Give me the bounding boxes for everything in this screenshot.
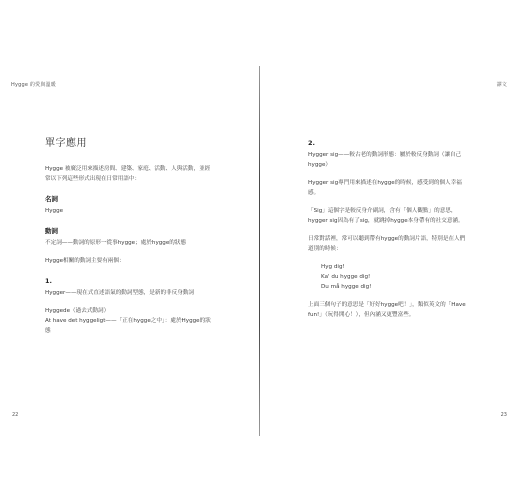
paragraph [308,234,498,254]
text-line: hygge） [308,162,331,168]
text-line: 上面三個句子的意思是「好好hygge吧！」，類似英文的「Have [308,302,466,308]
page-number: 23 [500,412,507,418]
text-line: hygger sig因為有了sig，就跳掉hygge本身帶有的社交意涵。 [308,218,464,224]
right-page [262,0,520,500]
noun-word: Hygge [45,208,64,214]
item-text: Hygger——現在式直述語氣的動詞型態，是新的非反身動詞 [45,290,195,296]
example-title: Hyggede（過去式動詞） [45,308,110,314]
text-line: 「Sig」這個字是較反身介副詞，含有「個人觀點」的意思， [308,208,457,214]
section-heading: 單字應用 [45,138,87,149]
text-line: 常以下列這些形式出現在日常用語中： [45,176,141,182]
text-line: At have det hyggeligt——「正在hygge之中」：處於Hygge的狀 [45,318,211,324]
text-line: Hygge 被廣泛用來描述房間、建築、家庭、活動、人與活動，並經 [45,166,211,172]
text-line: Hygger sig專門用來描述在hygge的時候，感受到的個人幸福 [308,180,462,186]
text-line: 道別的時候： [308,246,342,252]
text-line: 日常對話裡，常可以聽到帶有hygge的動詞片語，特別是在人們 [308,236,466,242]
left-page-content [45,137,245,344]
example-lines [45,316,245,336]
item-text [308,150,498,170]
paragraph [308,206,498,226]
right-page-content [308,138,498,328]
left-page [0,0,258,500]
text-line: 感。 [308,190,320,196]
phrase: Hyg dig! [321,264,345,270]
running-head: 譯文 [496,82,507,88]
intro-paragraph [45,164,245,184]
paragraph [308,178,498,198]
text-line: 態 [45,328,51,334]
phrase-list [308,262,498,292]
page-number: 22 [12,412,19,418]
verb-heading: 動詞 [45,227,58,235]
page-gutter [259,66,260,436]
verb-common: Hygge相關的動詞主要有兩個： [45,258,125,264]
phrase: Du må hygge dig! [321,284,372,290]
text-line: fun!」（玩得開心！），但內涵又更豐富些。 [308,312,415,318]
item-number: 2. [308,139,315,147]
item-number: 1. [45,277,52,285]
noun-heading: 名詞 [45,195,58,203]
paragraph [308,300,498,320]
text-line: Hygger sig——較古老的動詞形態：屬於較反身動詞（讓自己 [308,152,462,158]
phrase: Ka' du hygge dig! [321,274,371,280]
running-head: Hygge 的愛與溫暖 [11,82,56,88]
verb-definition: 不定詞——動詞的原形一從事hygge；處於hygge的狀態 [45,240,187,246]
